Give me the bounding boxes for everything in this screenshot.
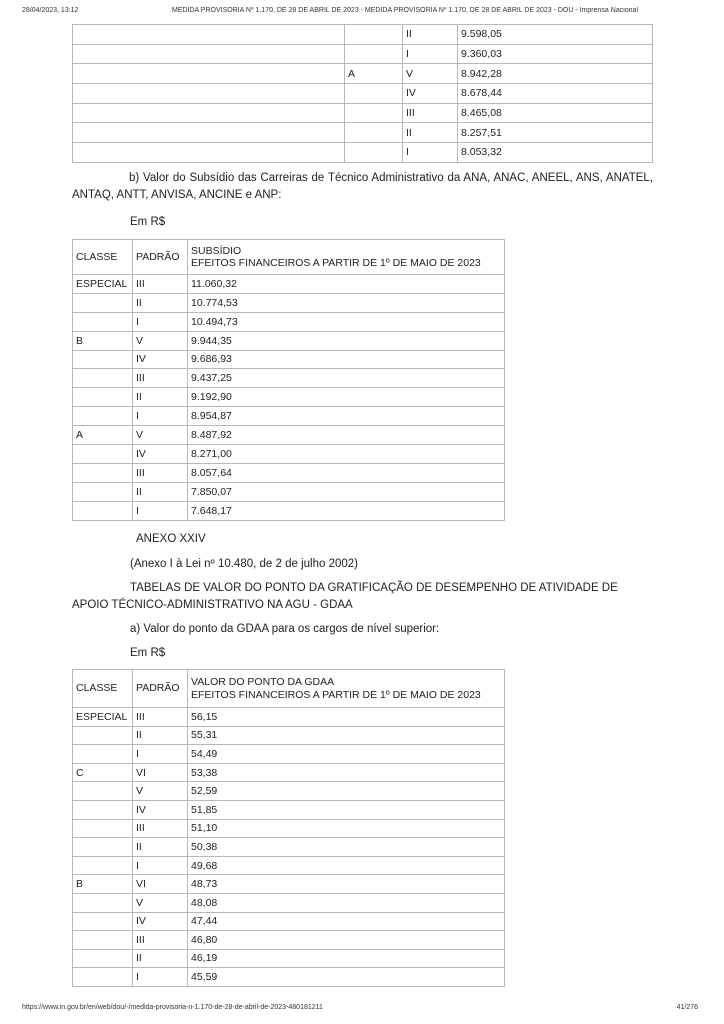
table-row	[73, 875, 505, 894]
table-cell-valor: 46,19	[188, 949, 505, 968]
table-cell-padrao: I	[133, 968, 188, 987]
table-row	[73, 949, 505, 968]
table-cell-valor: 7.850,07	[188, 482, 505, 501]
table-cell-classe	[73, 893, 133, 912]
table-row	[73, 912, 505, 931]
table-row	[73, 388, 505, 407]
table-cell-valor: 8.053,32	[458, 143, 653, 163]
table-row	[73, 856, 505, 875]
table-cell-padrao: V	[133, 893, 188, 912]
table-cell-valor: 9.598,05	[458, 25, 653, 45]
table-row	[73, 482, 505, 501]
table-cell-classe: ESPECIAL	[73, 708, 133, 727]
table-cell-classe	[345, 143, 403, 163]
table-row	[73, 312, 505, 331]
table-cell-valor: 8.057,64	[188, 463, 505, 482]
table-cell-padrao: IV	[403, 84, 458, 104]
table-row	[73, 782, 505, 801]
table-cell-classe: ESPECIAL	[73, 275, 133, 294]
table-cell-classe: C	[73, 763, 133, 782]
table-cell-classe	[73, 819, 133, 838]
table-cell-valor: 8.271,00	[188, 445, 505, 464]
column-header-classe: CLASSE	[73, 240, 133, 275]
subsidy-table	[72, 239, 505, 521]
column-header-valor	[188, 240, 505, 275]
table-cell-classe: B	[73, 875, 133, 894]
table-cell-padrao: III	[133, 819, 188, 838]
table-row	[73, 44, 653, 64]
table-cell-padrao: IV	[133, 800, 188, 819]
column-header-valor-line1: VALOR DO PONTO DA GDAA	[191, 676, 335, 689]
table-cell-classe	[73, 856, 133, 875]
table-row	[73, 350, 505, 369]
table-cell-padrao: II	[133, 293, 188, 312]
table-cell-valor: 45,59	[188, 968, 505, 987]
table-cell-valor: 47,44	[188, 912, 505, 931]
table-cell-classe	[73, 482, 133, 501]
gdaa-table-header	[73, 670, 505, 708]
table-row	[73, 445, 505, 464]
table-cell-classe	[73, 931, 133, 950]
table-cell-valor: 8.465,08	[458, 103, 653, 123]
print-url: https://www.in.gov.br/en/web/dou/-/medida-provisoria-n-1.170-de-28-de-abril-de-2023-480181211	[22, 1004, 323, 1011]
table-row	[73, 968, 505, 987]
table-cell-valor: 7.648,17	[188, 501, 505, 520]
table-cell-padrao: III	[133, 931, 188, 950]
table-cell-classe	[73, 949, 133, 968]
table-row	[73, 275, 505, 294]
print-page-number: 41/276	[676, 1004, 698, 1011]
annex-heading: TABELAS DE VALOR DO PONTO DA GRATIFICAÇÃO DE DESEMPENHO DE ATIVIDADE DE APOIO TÉCNICO-ADMINISTRATIVO NA AGU - GDAA	[72, 582, 618, 611]
table-cell-padrao: IV	[133, 912, 188, 931]
table-cell-classe	[73, 501, 133, 520]
table-cell-col1	[73, 123, 345, 143]
table-cell-valor: 9.360,03	[458, 44, 653, 64]
table-cell-valor: 8.487,92	[188, 426, 505, 445]
table-row	[73, 745, 505, 764]
table-cell-valor: 9.944,35	[188, 331, 505, 350]
print-datetime: 28/04/2023, 13:12	[22, 7, 79, 14]
table-cell-valor: 53,38	[188, 763, 505, 782]
table-row	[73, 123, 653, 143]
table-cell-padrao: IV	[133, 445, 188, 464]
table-cell-classe	[73, 782, 133, 801]
column-header-valor-line2: EFEITOS FINANCEIROS A PARTIR DE 1º DE MAIO DE 2023	[191, 688, 481, 701]
table-cell-padrao: I	[133, 745, 188, 764]
table-cell-padrao: I	[133, 312, 188, 331]
table-cell-col1	[73, 103, 345, 123]
table-cell-padrao: II	[133, 482, 188, 501]
table-cell-padrao: I	[133, 407, 188, 426]
table-row	[73, 893, 505, 912]
table-cell-col1	[73, 84, 345, 104]
annex-item-a: a) Valor do ponto da GDAA para os cargos de nível superior:	[130, 623, 440, 635]
table-cell-valor: 11.060,32	[188, 275, 505, 294]
table-row	[73, 931, 505, 950]
table-cell-valor: 55,31	[188, 726, 505, 745]
table-cell-valor: 9.437,25	[188, 369, 505, 388]
table-row	[73, 331, 505, 350]
table-row	[73, 293, 505, 312]
table-cell-padrao: III	[133, 463, 188, 482]
table-cell-valor: 56,15	[188, 708, 505, 727]
section-b-unit: Em R$	[130, 216, 166, 228]
subsidy-table-body	[73, 275, 505, 521]
table-cell-padrao: V	[133, 426, 188, 445]
table-cell-padrao: III	[133, 369, 188, 388]
table-row	[73, 407, 505, 426]
table-cell-classe	[73, 800, 133, 819]
table-cell-padrao: I	[133, 856, 188, 875]
gdaa-point-table	[72, 669, 505, 987]
salary-table-continued-body	[73, 25, 653, 163]
table-cell-classe	[73, 369, 133, 388]
table-row	[73, 501, 505, 520]
table-cell-padrao: I	[403, 143, 458, 163]
table-row	[73, 103, 653, 123]
table-cell-classe	[73, 463, 133, 482]
table-cell-classe	[73, 745, 133, 764]
table-cell-padrao: IV	[133, 350, 188, 369]
table-row	[73, 369, 505, 388]
table-cell-padrao: II	[133, 388, 188, 407]
section-b-text: b) Valor do Subsídio das Carreiras de Técnico Administrativo da ANA, ANAC, ANEEL, ANS, ANATEL, ANTAQ, ANTT, ANVISA, ANCINE e ANP:	[72, 172, 653, 201]
column-header-padrao: PADRÃO	[133, 670, 188, 708]
annex-title: ANEXO XXIV	[136, 533, 206, 545]
table-cell-classe	[73, 838, 133, 857]
table-row	[73, 64, 653, 84]
table-cell-padrao: III	[133, 275, 188, 294]
table-cell-classe: A	[345, 64, 403, 84]
column-header-valor-line1: SUBSÍDIO	[191, 244, 242, 257]
table-cell-padrao: II	[133, 949, 188, 968]
table-cell-valor: 10.494,73	[188, 312, 505, 331]
table-cell-valor: 9.192,90	[188, 388, 505, 407]
table-cell-valor: 8.257,51	[458, 123, 653, 143]
table-cell-padrao: V	[133, 331, 188, 350]
table-row	[73, 84, 653, 104]
table-row	[73, 800, 505, 819]
table-cell-valor: 8.954,87	[188, 407, 505, 426]
table-cell-classe	[345, 103, 403, 123]
table-cell-valor: 9.686,93	[188, 350, 505, 369]
column-header-classe: CLASSE	[73, 670, 133, 708]
table-cell-valor: 51,10	[188, 819, 505, 838]
table-cell-valor: 8.678,44	[458, 84, 653, 104]
table-cell-classe	[73, 388, 133, 407]
table-row	[73, 463, 505, 482]
table-cell-classe	[73, 293, 133, 312]
table-row	[73, 838, 505, 857]
table-row	[73, 763, 505, 782]
table-cell-classe: B	[73, 331, 133, 350]
table-cell-padrao: II	[403, 123, 458, 143]
annex-unit: Em R$	[130, 647, 166, 659]
table-cell-col1	[73, 44, 345, 64]
annex-reference: (Anexo I à Lei nº 10.480, de 2 de julho 2002)	[130, 558, 358, 570]
subsidy-table-header	[73, 240, 505, 275]
salary-table-continued	[72, 24, 653, 163]
table-cell-classe: A	[73, 426, 133, 445]
table-cell-classe	[73, 912, 133, 931]
table-row	[73, 819, 505, 838]
table-cell-valor: 10.774,53	[188, 293, 505, 312]
table-cell-padrao: I	[133, 501, 188, 520]
table-cell-col1	[73, 25, 345, 45]
gdaa-table-body	[73, 708, 505, 987]
table-cell-col1	[73, 143, 345, 163]
table-cell-valor: 51,85	[188, 800, 505, 819]
print-page-title: MEDIDA PROVISÓRIA Nº 1.170, DE 28 DE ABRIL DE 2023 - MEDIDA PROVISÓRIA Nº 1.170, DE 28 DE ABRIL DE 2023 - DOU - Imprensa Nacional	[172, 7, 638, 14]
table-cell-padrao: II	[403, 25, 458, 45]
table-cell-padrao: V	[133, 782, 188, 801]
table-cell-valor: 49,68	[188, 856, 505, 875]
table-row	[73, 708, 505, 727]
table-cell-classe	[73, 968, 133, 987]
column-header-padrao: PADRÃO	[133, 240, 188, 275]
table-cell-padrao: V	[403, 64, 458, 84]
table-cell-valor: 48,73	[188, 875, 505, 894]
table-cell-classe	[73, 407, 133, 426]
table-cell-valor: 8.942,28	[458, 64, 653, 84]
table-cell-classe	[345, 25, 403, 45]
table-cell-padrao: II	[133, 726, 188, 745]
table-row	[73, 426, 505, 445]
table-cell-padrao: VI	[133, 875, 188, 894]
table-cell-valor: 46,80	[188, 931, 505, 950]
table-cell-padrao: II	[133, 838, 188, 857]
table-cell-padrao: I	[403, 44, 458, 64]
table-cell-col1	[73, 64, 345, 84]
table-row	[73, 25, 653, 45]
table-cell-padrao: VI	[133, 763, 188, 782]
table-cell-classe	[73, 726, 133, 745]
table-cell-padrao: III	[133, 708, 188, 727]
table-cell-valor: 54,49	[188, 745, 505, 764]
table-cell-classe	[73, 312, 133, 331]
table-cell-classe	[345, 84, 403, 104]
table-cell-valor: 48,08	[188, 893, 505, 912]
table-cell-valor: 52,59	[188, 782, 505, 801]
table-cell-classe	[73, 445, 133, 464]
column-header-valor-line2: EFEITOS FINANCEIROS A PARTIR DE 1º DE MAIO DE 2023	[191, 257, 481, 269]
table-cell-valor: 50,38	[188, 838, 505, 857]
table-cell-padrao: III	[403, 103, 458, 123]
table-cell-classe	[345, 44, 403, 64]
table-row	[73, 143, 653, 163]
column-header-valor	[188, 670, 505, 708]
print-header	[0, 5, 724, 19]
table-row	[73, 726, 505, 745]
table-cell-classe	[73, 350, 133, 369]
table-cell-classe	[345, 123, 403, 143]
